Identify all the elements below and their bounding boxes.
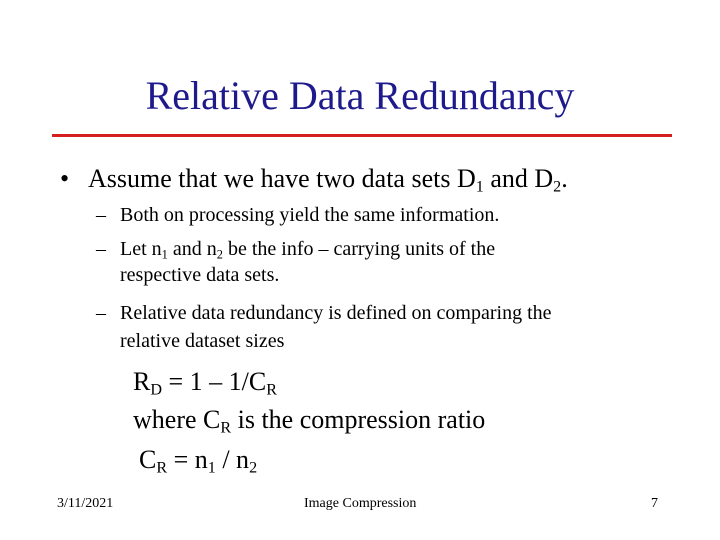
sub-bullet-dash: – (96, 238, 106, 260)
footer-title: Image Compression (304, 496, 417, 511)
sub-bullet-1-text: Both on processing yield the same information. (120, 204, 500, 226)
bullet-sub1: 1 (475, 178, 484, 196)
eq3-csub: R (156, 459, 168, 477)
eq3-mid: = n (167, 445, 208, 474)
eq1-csub: R (266, 381, 277, 399)
equation-compression-ratio (139, 444, 257, 476)
sub-bullet-2-sub1: 1 (161, 247, 168, 262)
sub-bullet-2-sub2: 2 (216, 247, 223, 262)
eq1-r: R (133, 367, 151, 396)
footer-page-number: 7 (651, 496, 658, 511)
sub-bullet-3-line2: relative dataset sizes (120, 330, 285, 352)
eq3-n1sub: 1 (207, 459, 216, 477)
equation-where (133, 404, 485, 436)
sub-bullet-2-line1 (120, 237, 495, 262)
footer-date: 3/11/2021 (57, 496, 114, 511)
sub-bullet-dash: – (96, 204, 106, 226)
bullet-sub2: 2 (553, 178, 562, 196)
eq1-mid: = 1 – 1/C (161, 367, 267, 396)
bullet-text-suffix: . (561, 164, 568, 193)
bullet-text-mid: and D (483, 164, 554, 193)
sub-bullet-2-line2: respective data sets. (120, 264, 280, 286)
eq2-pre: where C (133, 405, 221, 434)
sub-bullet-2-mid: and n (167, 238, 217, 260)
sub-bullet-2-post: be the info – carrying units of the (222, 238, 496, 260)
sub-bullet-dash: – (96, 302, 106, 324)
sub-bullet-2-pre: Let n (120, 238, 162, 260)
sub-bullet-3-line1: Relative data redundancy is defined on comparing the (120, 302, 552, 324)
eq2-post: is the compression ratio (231, 405, 486, 434)
equation-redundancy (133, 366, 277, 398)
title-divider (52, 134, 672, 137)
eq3-c: C (139, 445, 157, 474)
slide-title: Relative Data Redundancy (145, 73, 575, 118)
eq1-rsub: D (150, 381, 162, 399)
eq2-csub: R (220, 419, 232, 437)
eq3-n2sub: 2 (249, 459, 258, 477)
bullet-dot: • (60, 164, 70, 193)
eq3-div: / n (215, 445, 250, 474)
main-bullet (60, 162, 568, 196)
bullet-text-prefix: Assume that we have two data sets D (88, 164, 476, 193)
